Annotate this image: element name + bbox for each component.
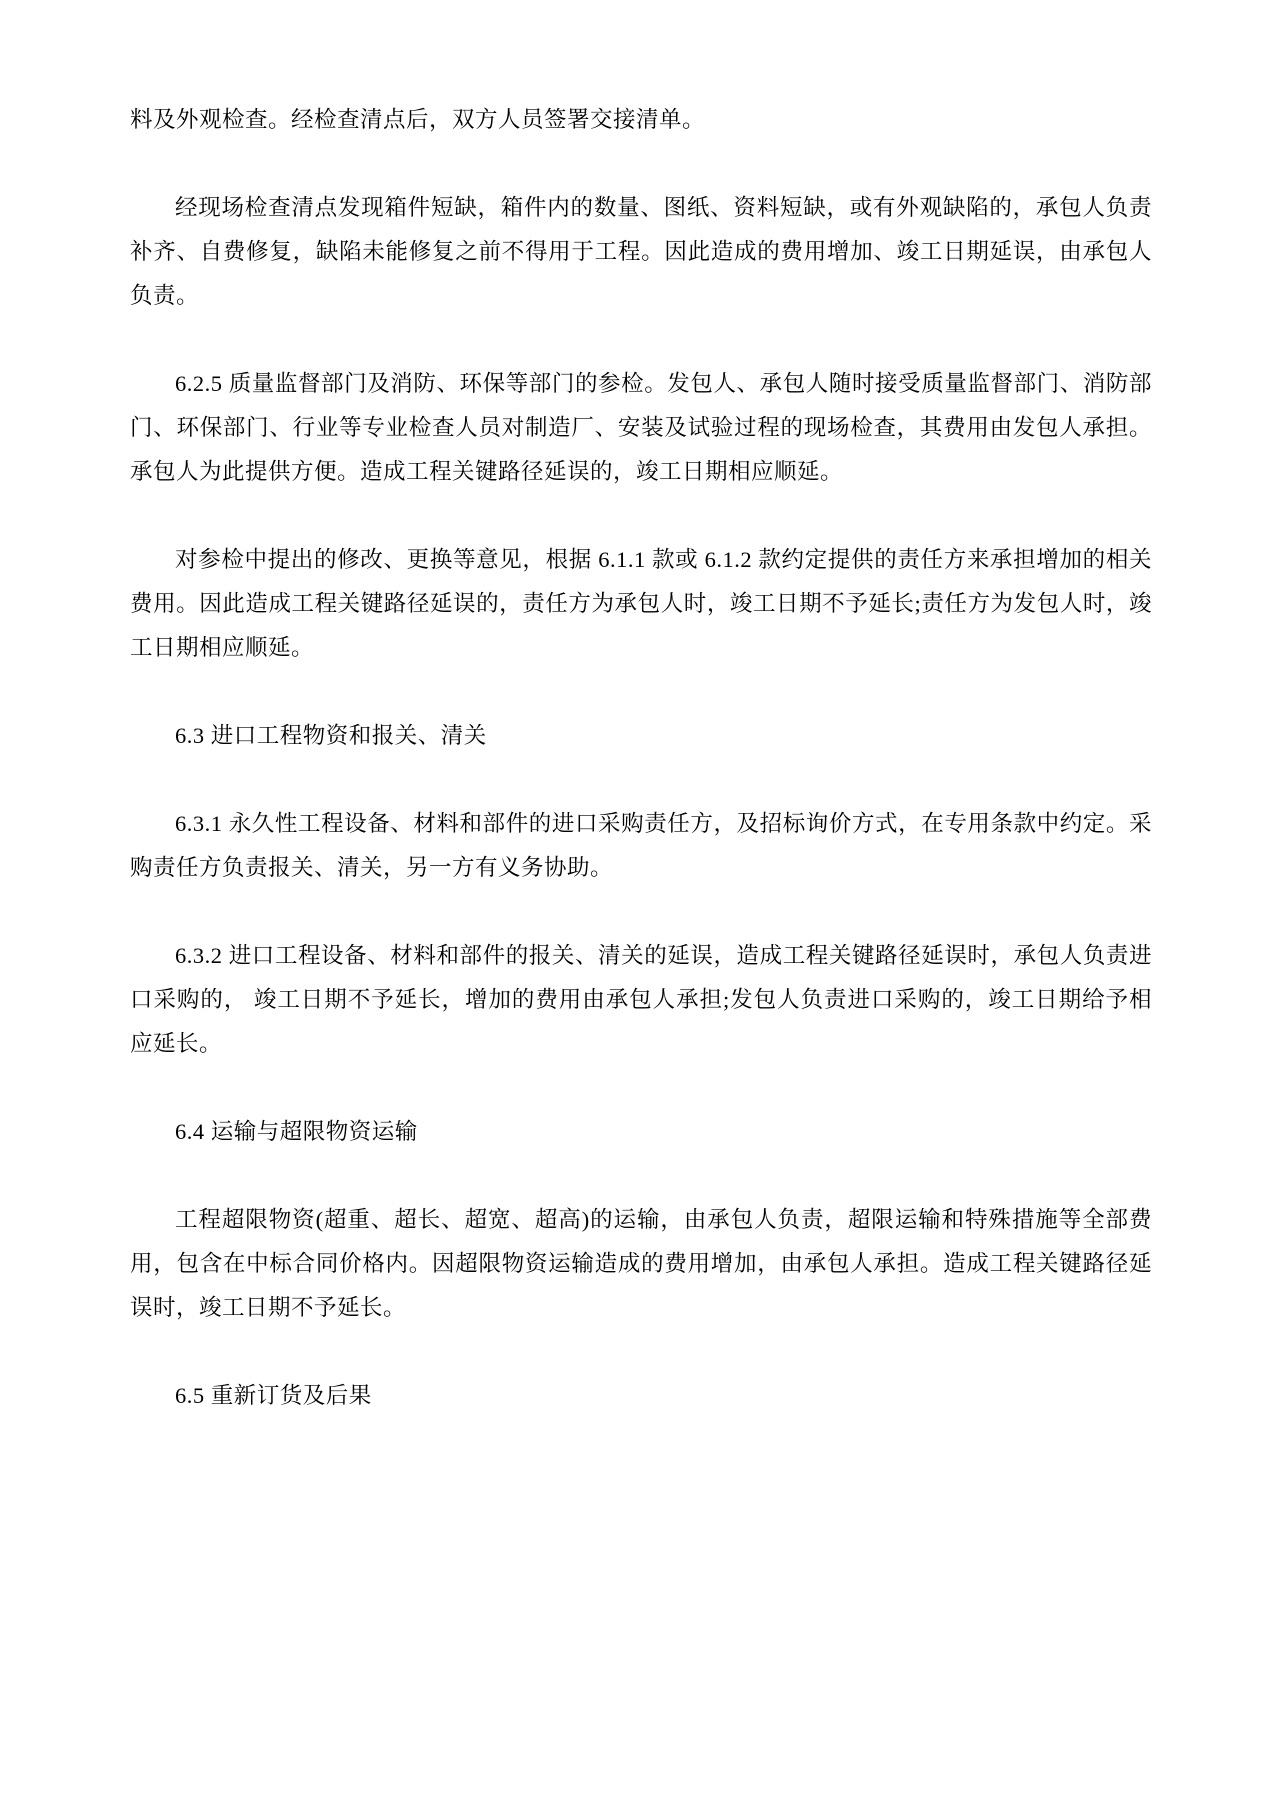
paragraph-shortage: 经现场检查清点发现箱件短缺，箱件内的数量、图纸、资料短缺，或有外观缺陷的，承包人负责补齐、自费修复，缺陷未能修复之前不得用于工程。因此造成的费用增加、竣工日期延误，由承包人负责。 — [130, 195, 1152, 308]
paragraph-continuation: 料及外观检查。经检查清点后，双方人员签署交接清单。 — [130, 107, 706, 132]
clause-6-3-1: 6.3.1 永久性工程设备、材料和部件的进口采购责任方，及招标询价方式，在专用条款中约定。采购责任方负责报关、清关，另一方有义务协助。 — [130, 811, 1152, 880]
heading-6-4: 6.4 运输与超限物资运输 — [175, 1119, 418, 1144]
paragraph-oversize-transport: 工程超限物资(超重、超长、超宽、超高)的运输，由承包人负责，超限运输和特殊措施等全部费用，包含在中标合同价格内。因超限物资运输造成的费用增加，由承包人承担。造成工程关键路径延误时，竣工日期不予延长。 — [130, 1207, 1152, 1320]
clause-6-3-2: 6.3.2 进口工程设备、材料和部件的报关、清关的延误，造成工程关键路径延误时，承包人负责进口采购的， 竣工日期不予延长，增加的费用由承包人承担;发包人负责进口采购的，竣工日期给予相应延长。 — [130, 943, 1152, 1056]
paragraph-inspection-opinions: 对参检中提出的修改、更换等意见，根据 6.1.1 款或 6.1.2 款约定提供的责任方来承担增加的相关费用。因此造成工程关键路径延误的，责任方为承包人时，竣工日期不予延长;责任方为发包人时，竣工日期相应顺延。 — [130, 547, 1152, 660]
heading-6-3: 6.3 进口工程物资和报关、清关 — [175, 723, 487, 748]
heading-6-5: 6.5 重新订货及后果 — [175, 1383, 372, 1408]
clause-6-2-5: 6.2.5 质量监督部门及消防、环保等部门的参检。发包人、承包人随时接受质量监督部门、消防部门、环保部门、行业等专业检查人员对制造厂、安装及试验过程的现场检查，其费用由发包人承担。承包人为此提供方便。造成工程关键路径延误的，竣工日期相应顺延。 — [130, 371, 1152, 484]
document-body — [130, 98, 1152, 1418]
